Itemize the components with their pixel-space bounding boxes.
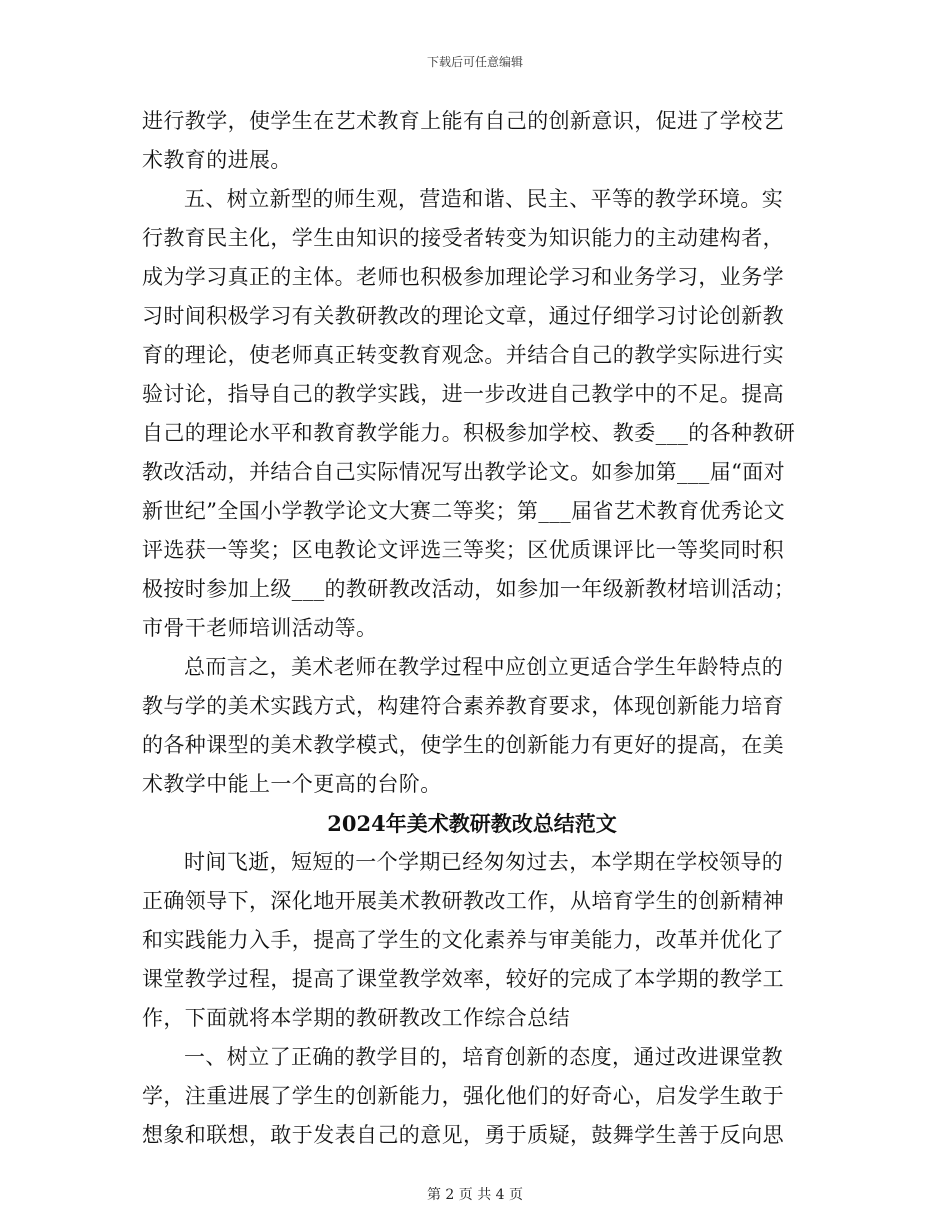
text-line: 学，注重进展了学生的创新能力，强化他们的好奇心，启发学生敢于	[142, 1084, 784, 1108]
paragraph-continuation	[142, 102, 802, 180]
text-line: 一、树立了正确的教学目的，培育创新的态度，通过改进课堂教	[184, 1045, 784, 1069]
paragraph-section-one	[142, 1038, 802, 1155]
text-line: 作，下面就将本学期的教研教改工作综合总结	[142, 1006, 570, 1030]
text-line: 习时间积极学习有关教研教改的理论文章，通过仔细学习讨论创新教	[142, 304, 784, 328]
text-line: 进行教学，使学生在艺术教育上能有自己的创新意识，促进了学校艺	[142, 109, 784, 133]
text-line: 正确领导下，深化地开展美术教研教改工作，从培育学生的创新精神	[142, 889, 784, 913]
text-line: 成为学习真正的主体。老师也积极参加理论学习和业务学习，业务学	[142, 265, 784, 289]
text-line: 市骨干老师培训活动等。	[142, 616, 378, 640]
paragraph-intro	[142, 843, 802, 1038]
document-body	[142, 102, 802, 1155]
text-line: 育的理论，使老师真正转变教育观念。并结合自己的教学实际进行实	[142, 343, 784, 367]
text-line: 验讨论，指导自己的教学实践，进一步改进自己教学中的不足。提高	[142, 382, 784, 406]
text-line: 五、树立新型的师生观，营造和谐、民主、平等的教学环境。实	[184, 187, 784, 211]
text-line: 术教学中能上一个更高的台阶。	[142, 772, 442, 796]
paragraph-section-five	[142, 180, 802, 648]
text-line: 术教育的进展。	[142, 148, 292, 172]
text-line: 时间飞逝，短短的一个学期已经匆匆过去，本学期在学校领导的	[184, 850, 784, 874]
paragraph-conclusion	[142, 648, 802, 804]
page-header-note: 下载后可任意编辑	[426, 55, 523, 69]
text-line: 想象和联想，敢于发表自己的意见，勇于质疑，鼓舞学生善于反向思	[142, 1123, 784, 1147]
text-line: 新世纪”全国小学教学论文大赛二等奖；第___届省艺术教育优秀论文	[142, 499, 786, 523]
text-line: 和实践能力入手，提高了学生的文化素养与审美能力，改革并优化了	[142, 928, 784, 952]
text-line: 评选获一等奖；区电教论文评选三等奖；区优质课评比一等奖同时积	[142, 538, 784, 562]
text-line: 教与学的美术实践方式，构建符合素养教育要求，体现创新能力培育	[142, 694, 784, 718]
section-title: 2024年美术教研教改总结范文	[327, 811, 617, 836]
text-line: 教改活动，并结合自己实际情况写出教学论文。如参加第___届“面对	[142, 460, 786, 484]
text-line: 极按时参加上级___的教研教改活动，如参加一年级新教材培训活动；	[142, 577, 796, 601]
text-line: 行教育民主化，学生由知识的接受者转变为知识能力的主动建构者，	[142, 226, 784, 250]
text-line: 总而言之，美术老师在教学过程中应创立更适合学生年龄特点的	[184, 655, 784, 679]
page-number: 第 2 页 共 4 页	[426, 1187, 524, 1203]
text-line: 的各种课型的美术教学模式，使学生的创新能力有更好的提高，在美	[142, 733, 784, 757]
text-line: 课堂教学过程，提高了课堂教学效率，较好的完成了本学期的教学工	[142, 967, 784, 991]
text-line: 自己的理论水平和教育教学能力。积极参加学校、教委___的各种教研	[142, 421, 796, 445]
